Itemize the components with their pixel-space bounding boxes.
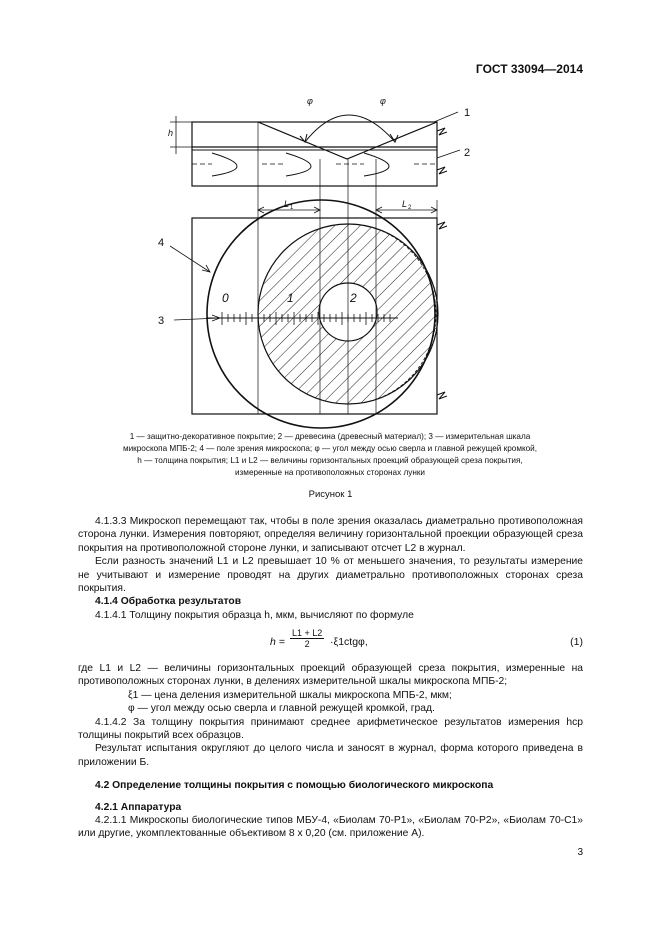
section-4-1-3-3	[78, 515, 583, 622]
label-L1-sub: 1	[290, 205, 294, 211]
where-line: φ — угол между осью сверла и главной режущей кромкой, град.	[128, 703, 435, 715]
scale-label-2: 2	[350, 291, 357, 305]
figure-caption	[95, 431, 565, 479]
label-phi-right: φ	[380, 96, 386, 106]
label-1: 1	[464, 107, 471, 119]
caption-line: 1 — защитно-декоративное покрытие; 2 — древесина (древесный материал); 3 — измерительная шкала	[129, 432, 531, 441]
top-view	[170, 122, 447, 428]
paragraph: 4.1.3.3 Микроскоп перемещают так, чтобы в поле зрения оказалась диаметрально противоположная сторона лунки. Измерения повторяют, определяя величину горизонтальной проекции образующей среза покрытия на противоположной стороне лунки, и записывают отсчет L2 в журнал.	[78, 516, 583, 554]
caption-line: микроскопа МПБ-2; 4 — поле зрения микроскопа; φ — угол между осью сверла и главной режущей кромкой,	[122, 444, 538, 453]
formula-explanation	[78, 662, 583, 841]
formula-number: (1)	[570, 636, 583, 648]
figure-1-drawing	[0, 0, 661, 430]
paragraph: Результат испытания округляют до целого числа и заносят в журнал, форма которого приведена в приложении Б.	[78, 743, 583, 768]
label-L2: L	[402, 199, 408, 209]
scale-label-0: 0	[222, 291, 229, 305]
standard-header: ГОСТ 33094—2014	[475, 62, 583, 76]
paragraph: 4.2.1.1 Микроскопы биологические типов МБУ-4, «Биолам 70-Р1», «Биолам 70-Р2», «Биолам 70-С1» или другие, укомплектованные объективом 8 х 0,20 (см. приложение А).	[78, 815, 583, 840]
paragraph: Если разность значений L1 и L2 превышает 10 % от меньшего значения, то результаты измерение не учитывают и измерение проводят на других диаметрально противоположных сторонах среза покрытия.	[78, 556, 583, 595]
scale-label-1: 1	[287, 291, 294, 305]
page-number: 3	[577, 847, 583, 858]
formula-fraction	[290, 628, 324, 649]
paragraph: 4.1.4.1 Толщину покрытия образца h, мкм, вычисляют по формуле	[95, 609, 414, 621]
label-L2-sub: 2	[408, 205, 412, 211]
paragraph: 4.1.4.2 За толщину покрытия принимают среднее арифметическое результатов измерения hср толщины покрытий всех образцов.	[78, 716, 583, 742]
formula-denominator: 2	[304, 639, 310, 649]
formula-rhs: ·ξ1ctgφ,	[330, 636, 368, 648]
heading-4-2: 4.2 Определение толщины покрытия с помощью биологического микроскопа	[95, 780, 494, 792]
section-view	[170, 112, 460, 186]
label-3: 3	[158, 315, 165, 327]
label-phi-left: φ	[307, 96, 313, 106]
label-2: 2	[464, 147, 471, 159]
figure-title: Рисунок 1	[308, 489, 353, 500]
label-4: 4	[158, 237, 165, 249]
label-L1: L	[284, 199, 290, 209]
formula-numerator: L1 + L2	[292, 628, 323, 638]
caption-line: измеренные на противоположных сторонах лунки	[234, 468, 425, 477]
formula-1	[0, 628, 661, 658]
heading-4-2-1: 4.2.1 Аппаратура	[95, 801, 182, 813]
where-line: где L1 и L2 — величины горизонтальных проекций образующей среза покрытия, измеренные на противоположных сторонах лунки, в делениях измерительной шкалы микроскопа МПБ-2;	[78, 663, 583, 688]
label-h: h	[168, 128, 174, 138]
where-line: ξ1 — цена деления измерительной шкалы микроскопа МПБ-2, мкм;	[128, 689, 452, 701]
heading-4-1-4: 4.1.4 Обработка результатов	[95, 596, 242, 608]
caption-line: h — толщина покрытия; L1 и L2 — величины горизонтальных проекций образующей среза покрытия,	[137, 456, 523, 465]
formula-lhs: h =	[270, 636, 285, 648]
